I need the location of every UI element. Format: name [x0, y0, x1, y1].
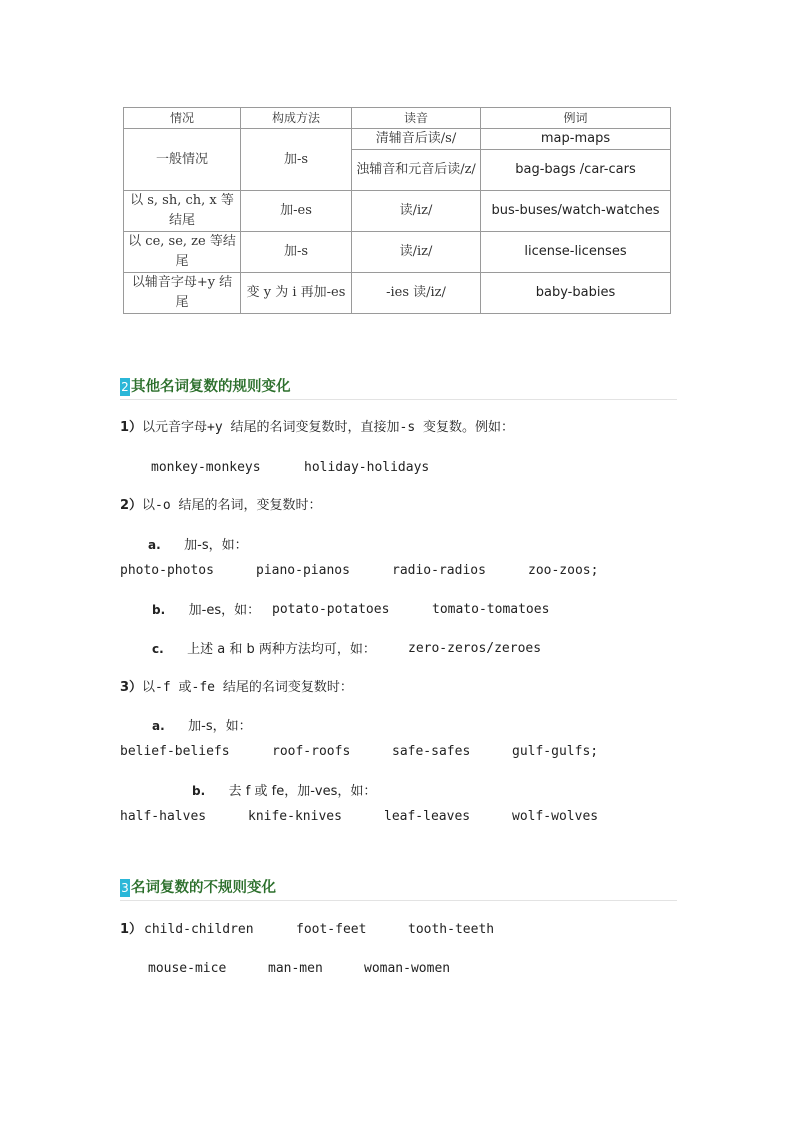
sub-item	[148, 536, 248, 555]
section-number-badge: 3	[121, 881, 129, 895]
sub-item	[192, 782, 376, 801]
example-word: mouse-mice	[148, 961, 227, 976]
example-word: foot-feet	[296, 922, 367, 937]
sub-item-label: c.	[152, 642, 164, 656]
header-situation: 情况	[124, 108, 241, 129]
item-text: 以元音字母+y 结尾的名词变复数时，直接加-s 变复数。例如：	[142, 420, 515, 435]
cell-example: license-licenses	[481, 232, 671, 273]
sub-item-text: 加-s，如：	[184, 538, 248, 553]
item-text: 以-f 或-fe 结尾的名词变复数时：	[142, 680, 353, 695]
example-word: zero-zeros/zeroes	[408, 641, 542, 656]
cell-situation: 以 ce, se, ze 等结尾	[124, 232, 241, 273]
cell-pronunciation: 浊辅音和元音后读/z/	[352, 150, 481, 191]
example-word: man-men	[268, 961, 323, 976]
example-word: potato-potatoes	[272, 602, 390, 617]
example-word: roof-roofs	[272, 744, 351, 759]
item-label: 3）	[120, 680, 143, 695]
sub-item	[152, 601, 260, 620]
cell-method: 加-es	[241, 191, 352, 232]
example-word: half-halves	[120, 809, 207, 824]
cell-example: bag-bags /car-cars	[481, 150, 671, 191]
example-word: belief-beliefs	[120, 744, 230, 759]
cell-example: map-maps	[481, 129, 671, 150]
sub-item-text: 去 f 或 fe，加-ves，如：	[228, 784, 377, 799]
example-word: wolf-wolves	[512, 809, 599, 824]
table-header-row	[124, 108, 671, 129]
cell-example: baby-babies	[481, 273, 671, 314]
example-word: child-children	[144, 922, 254, 937]
sub-item	[152, 640, 376, 659]
cell-pronunciation: 读/iz/	[352, 191, 481, 232]
cell-situation: 以 s, sh, ch, x 等结尾	[124, 191, 241, 232]
example-word: monkey-monkeys	[151, 460, 261, 475]
item-label: 2）	[120, 498, 143, 513]
paragraph	[120, 679, 353, 697]
cell-method: 加-s	[241, 232, 352, 273]
section-number-badge: 2	[121, 380, 129, 394]
header-examples: 例词	[481, 108, 671, 129]
sub-item-text: 加-es，如：	[188, 603, 261, 618]
example-word: leaf-leaves	[384, 809, 471, 824]
table-row	[124, 129, 671, 150]
section-title: 其他名词复数的规则变化	[131, 379, 291, 395]
cell-method: 加-s	[241, 129, 352, 191]
cell-example: bus-buses/watch-watches	[481, 191, 671, 232]
header-method: 构成方法	[241, 108, 352, 129]
table-row	[124, 273, 671, 314]
table-row	[124, 191, 671, 232]
section-title: 名词复数的不规则变化	[131, 880, 276, 896]
example-word: tomato-tomatoes	[432, 602, 550, 617]
example-word: knife-knives	[248, 809, 342, 824]
item-text: 以-o 结尾的名词，变复数时：	[142, 498, 322, 513]
example-word: zoo-zoos;	[528, 563, 599, 578]
cell-situation: 以辅音字母+y 结尾	[124, 273, 241, 314]
example-word: woman-women	[364, 961, 451, 976]
section-heading	[120, 878, 677, 901]
cell-method: 变 y 为 i 再加-es	[241, 273, 352, 314]
sub-item-text: 加-s，如：	[188, 719, 252, 734]
sub-item-label: a.	[152, 719, 165, 733]
item-label: 1）	[120, 420, 143, 435]
header-pronunciation: 读音	[352, 108, 481, 129]
sub-item-label: b.	[192, 784, 206, 798]
example-word: gulf-gulfs;	[512, 744, 599, 759]
example-word: photo-photos	[120, 563, 214, 578]
sub-item-label: a.	[148, 538, 161, 552]
example-word: radio-radios	[392, 563, 486, 578]
cell-pronunciation: -ies 读/iz/	[352, 273, 481, 314]
example-word: piano-pianos	[256, 563, 350, 578]
cell-situation: 一般情况	[124, 129, 241, 191]
cell-pronunciation: 清辅音后读/s/	[352, 129, 481, 150]
example-word: tooth-teeth	[408, 922, 495, 937]
example-word: holiday-holidays	[304, 460, 430, 475]
paragraph	[120, 497, 322, 515]
sub-item-label: b.	[152, 603, 166, 617]
sub-item-text: 上述 a 和 b 两种方法均可，如：	[187, 642, 376, 657]
plural-rules-table	[123, 107, 671, 314]
cell-pronunciation: 读/iz/	[352, 232, 481, 273]
paragraph	[120, 419, 514, 437]
sub-item	[152, 717, 252, 736]
table-row	[124, 232, 671, 273]
section-heading	[120, 377, 677, 400]
example-word: safe-safes	[392, 744, 471, 759]
paragraph	[120, 921, 142, 939]
item-label: 1）	[120, 922, 143, 937]
